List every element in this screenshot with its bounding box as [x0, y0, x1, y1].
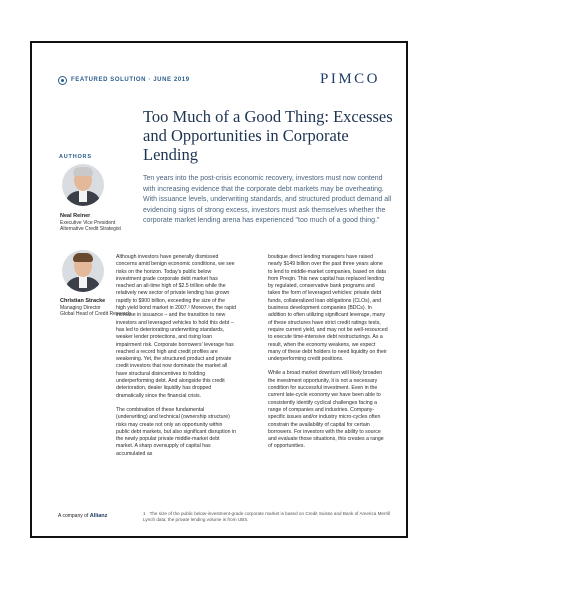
pimco-logo: PIMCO — [319, 71, 380, 87]
intro-paragraph — [143, 174, 395, 227]
author-role: Executive Vice President — [60, 220, 116, 226]
footnote-number: 1 — [143, 511, 146, 516]
body-paragraph: While a broad market downturn will likely broaden the investment opportunity, it is not a necessary condition for successful investment. Even in the current late-cycle economy we have been able to consistently identify cyclical challenges facing a range of companies and industries. Company-specific issues and/or industry micro-cycles often constrain the availability of capital for certain borrowers. For investors with the ability to source and evaluate those situations, this creates a range of opportunities. — [268, 370, 384, 450]
author-role: Global Head of Credit Research — [60, 311, 131, 317]
featured-solution-label: FEATURED SOLUTION · JUNE 2019 — [71, 77, 190, 83]
intro-text: Ten years into the post-crisis economic recovery, investors must now contend with increasing evidence that the corporate debt markets may be overheating. With issuance levels, underwriting standards, and structured product demand all evidencing signs of strong excess, investors must ask themselves whether the corporate market lending arena has experienced "too much of a good thing." — [143, 175, 392, 225]
author-role: Managing Director — [60, 305, 101, 311]
body-paragraph: Although investors have generally dismissed concerns amid benign economic conditions, we see risks on the horizon. Today's public below investment grade corporate debt market has reached an all-time high of $2.5 trillion while the relatively new sector of private lending has grown rapidly to $900 billion, exceeding the size of the high yield bond market in 2007.¹ Moreover, the rapid increase in issuance – and the transition to new investors and leveraged vehicles to hold this debt – has led to deteriorating underwriting standards, weaker lender protections, and rising loan impairment risk. Corporate borrowers' leverage has reached a record high and credit profiles are weakening. Yet, the structured product and private credit investors that now dominate the market all have structural disincentives to holding underperforming debt. And alongside this credit deterioration, dealer liquidity has dropped dramatically since the financial crisis. — [116, 254, 236, 399]
author-name: Neal Reiner — [60, 213, 91, 219]
body-paragraph: The combination of these fundamental (underwriting) and technical (ownership structure) risks may create not only an opportunity within public debt markets, but also significant disruption in the newly popular private middle-market debt market. A sharp oversupply of capital has accumulated as — [116, 406, 236, 457]
body-column-right — [268, 254, 388, 458]
body-column-left — [116, 254, 236, 465]
company-prefix: A company of — [58, 513, 89, 519]
document-title: Too Much of a Good Thing: Excesses and Opportunities in Corporate Lending — [143, 107, 393, 164]
featured-solution-icon — [58, 76, 67, 85]
footnote-text: The size of the public below-investment-grade corporate market is based on Credit Suisse and Bank of America Merrill Lynch data; the private lending volume is from UBS. — [143, 511, 391, 522]
allianz-logo: Allianz — [89, 513, 108, 519]
author-role: Alternative Credit Strategist — [60, 226, 121, 232]
authors-heading: AUTHORS — [59, 154, 92, 160]
body-paragraph: boutique direct lending managers have raised nearly $149 billion over the past three years alone to lend to middle-market companies, based on data from Preqin. This new capital has replaced lending by regulated, conservative bank programs and takes the form of leveraged vehicles: private debt funds, collateralized loan obligations (CLOs), and business development companies (BDCs). In addition to often utilizing significant leverage, many of these structures have strict credit ratings tests, require current yield, and may not be well-resourced to execute time-intensive debt restructurings. As a result, when the economy weakens, we expect many of these debt holders to need liquidity on their underperforming credit positions. — [268, 254, 388, 363]
allianz-company-mark — [58, 513, 107, 519]
author-name: Christian Stracke — [60, 298, 106, 304]
author-photo-christian-stracke — [62, 250, 104, 292]
footnote — [143, 511, 398, 523]
author-photo-neal-reiner — [62, 164, 104, 206]
document-page — [30, 41, 408, 538]
page-header — [58, 71, 382, 89]
